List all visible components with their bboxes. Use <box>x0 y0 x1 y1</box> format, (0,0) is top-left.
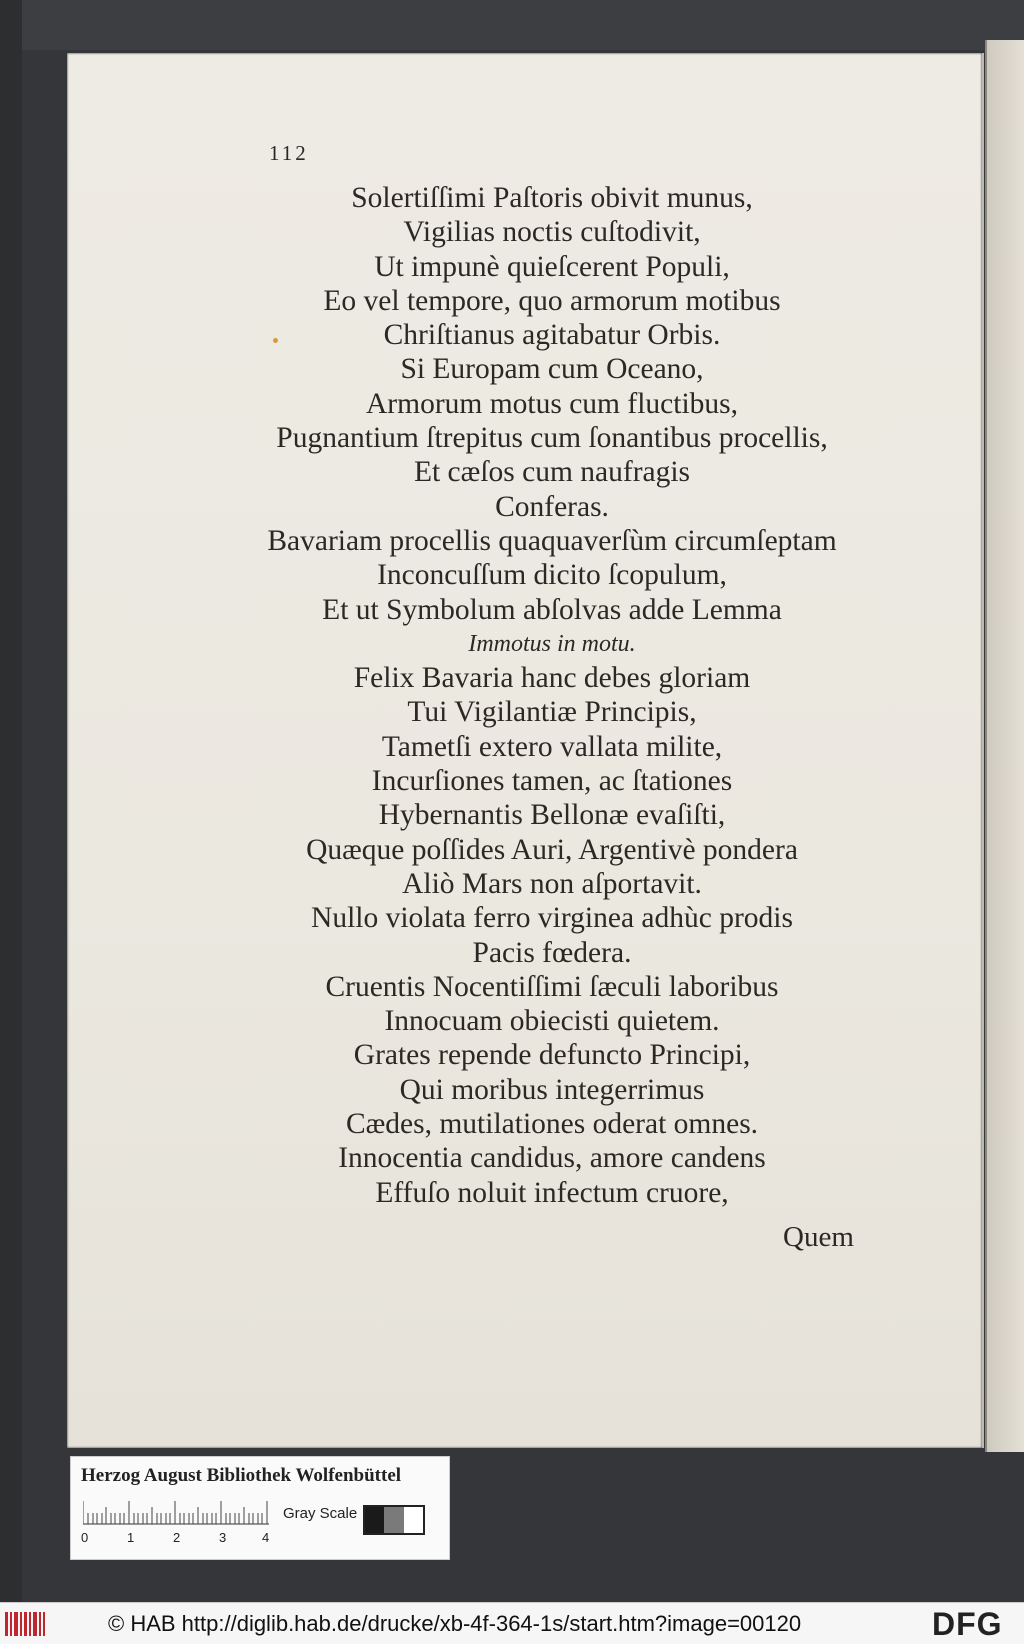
verse-line: Felix Bavaria hanc debes gloriam <box>353 662 751 695</box>
ruler-number: 4 <box>262 1530 270 1545</box>
verse-line: Cruentis Nocentiſſimi ſæculi laboribus <box>325 970 779 1003</box>
scale-ruler <box>83 1499 273 1525</box>
verse-line: Armorum motus cum fluctibus, <box>366 387 738 420</box>
verse-line: Inconcuſſum dicito ſcopulum, <box>377 559 727 592</box>
verse-line: Pugnantium ſtrepitus cum ſonantibus procellis, <box>276 422 828 455</box>
verse-line: Tametſi extero vallata milite, <box>381 730 723 763</box>
gray-scale-label: Gray Scale <box>283 1505 358 1522</box>
verse-line: Vigilias noctis cuſtodivit, <box>403 216 701 249</box>
verse-line: Chriſtianus agitabatur Orbis. <box>383 319 721 352</box>
verse-line: Eo vel tempore, quo armorum motibus <box>323 284 781 317</box>
book-page <box>67 53 984 1448</box>
verse-line: Aliò Mars non aſportavit. <box>402 867 702 900</box>
verse-line: Innocentia candidus, amore candens <box>338 1142 766 1175</box>
verse-line: Hybernantis Bellonæ evaſiſti, <box>378 799 726 832</box>
ruler-number: 1 <box>127 1530 135 1545</box>
verse-block <box>177 181 927 1210</box>
library-color-card <box>70 1456 450 1560</box>
verse-line: Cædes, mutilationes oderat omnes. <box>345 1108 759 1141</box>
verse-line: Et cæſos cum naufragis <box>413 456 691 489</box>
barcode-logo-icon <box>4 1609 46 1639</box>
verse-line: Qui moribus integerrimus <box>399 1073 705 1106</box>
verse-line: Conferas. <box>495 490 609 523</box>
adjacent-page-edge <box>985 40 1024 1452</box>
scanner-edge-left <box>0 0 22 1602</box>
footer-bar <box>0 1602 1024 1644</box>
catchword: Quem <box>783 1221 854 1253</box>
verse-line: Nullo violata ferro virginea adhùc prodis <box>311 902 793 935</box>
verse-line: Innocuam obiecisti quietem. <box>384 1005 720 1038</box>
verse-line-motto: Immotus in motu. <box>468 630 636 657</box>
verse-line: Incurſiones tamen, ac ſtationes <box>371 765 733 798</box>
ruler-number: 0 <box>81 1530 89 1545</box>
verse-line: Si Europam cum Oceano, <box>400 353 704 386</box>
gray-scale-swatch <box>363 1505 425 1535</box>
verse-line: Ut impunè quieſcerent Populi, <box>374 250 730 283</box>
dfg-logo: DFG <box>932 1606 1003 1642</box>
verse-line: Et ut Symbolum abſolvas adde Lemma <box>322 593 782 626</box>
verse-line: Effuſo noluit infectum cruore, <box>375 1176 729 1209</box>
verse-line: Quæque poſſides Auri, Argentivè pondera <box>306 833 798 866</box>
library-name: Herzog August Bibliothek Wolfenbüttel <box>81 1465 402 1486</box>
verse-line: Solertiſſimi Paſtoris obivit munus, <box>351 182 753 214</box>
verse-line: Bavariam procellis quaquaverſùm circumſeptam <box>267 524 837 557</box>
verse-line: Tui Vigilantiæ Principis, <box>407 696 697 729</box>
ruler-number: 2 <box>173 1530 181 1545</box>
copyright-url[interactable]: © HAB http://diglib.hab.de/drucke/xb-4f-364-1s/start.htm?image=00120 <box>108 1611 802 1636</box>
ruler-number: 3 <box>219 1530 227 1545</box>
scanner-edge-top <box>0 0 1024 50</box>
page-number: 112 <box>269 141 309 165</box>
verse-line: Pacis fœdera. <box>472 936 632 969</box>
verse-line: Grates repende defuncto Principi, <box>353 1039 751 1072</box>
